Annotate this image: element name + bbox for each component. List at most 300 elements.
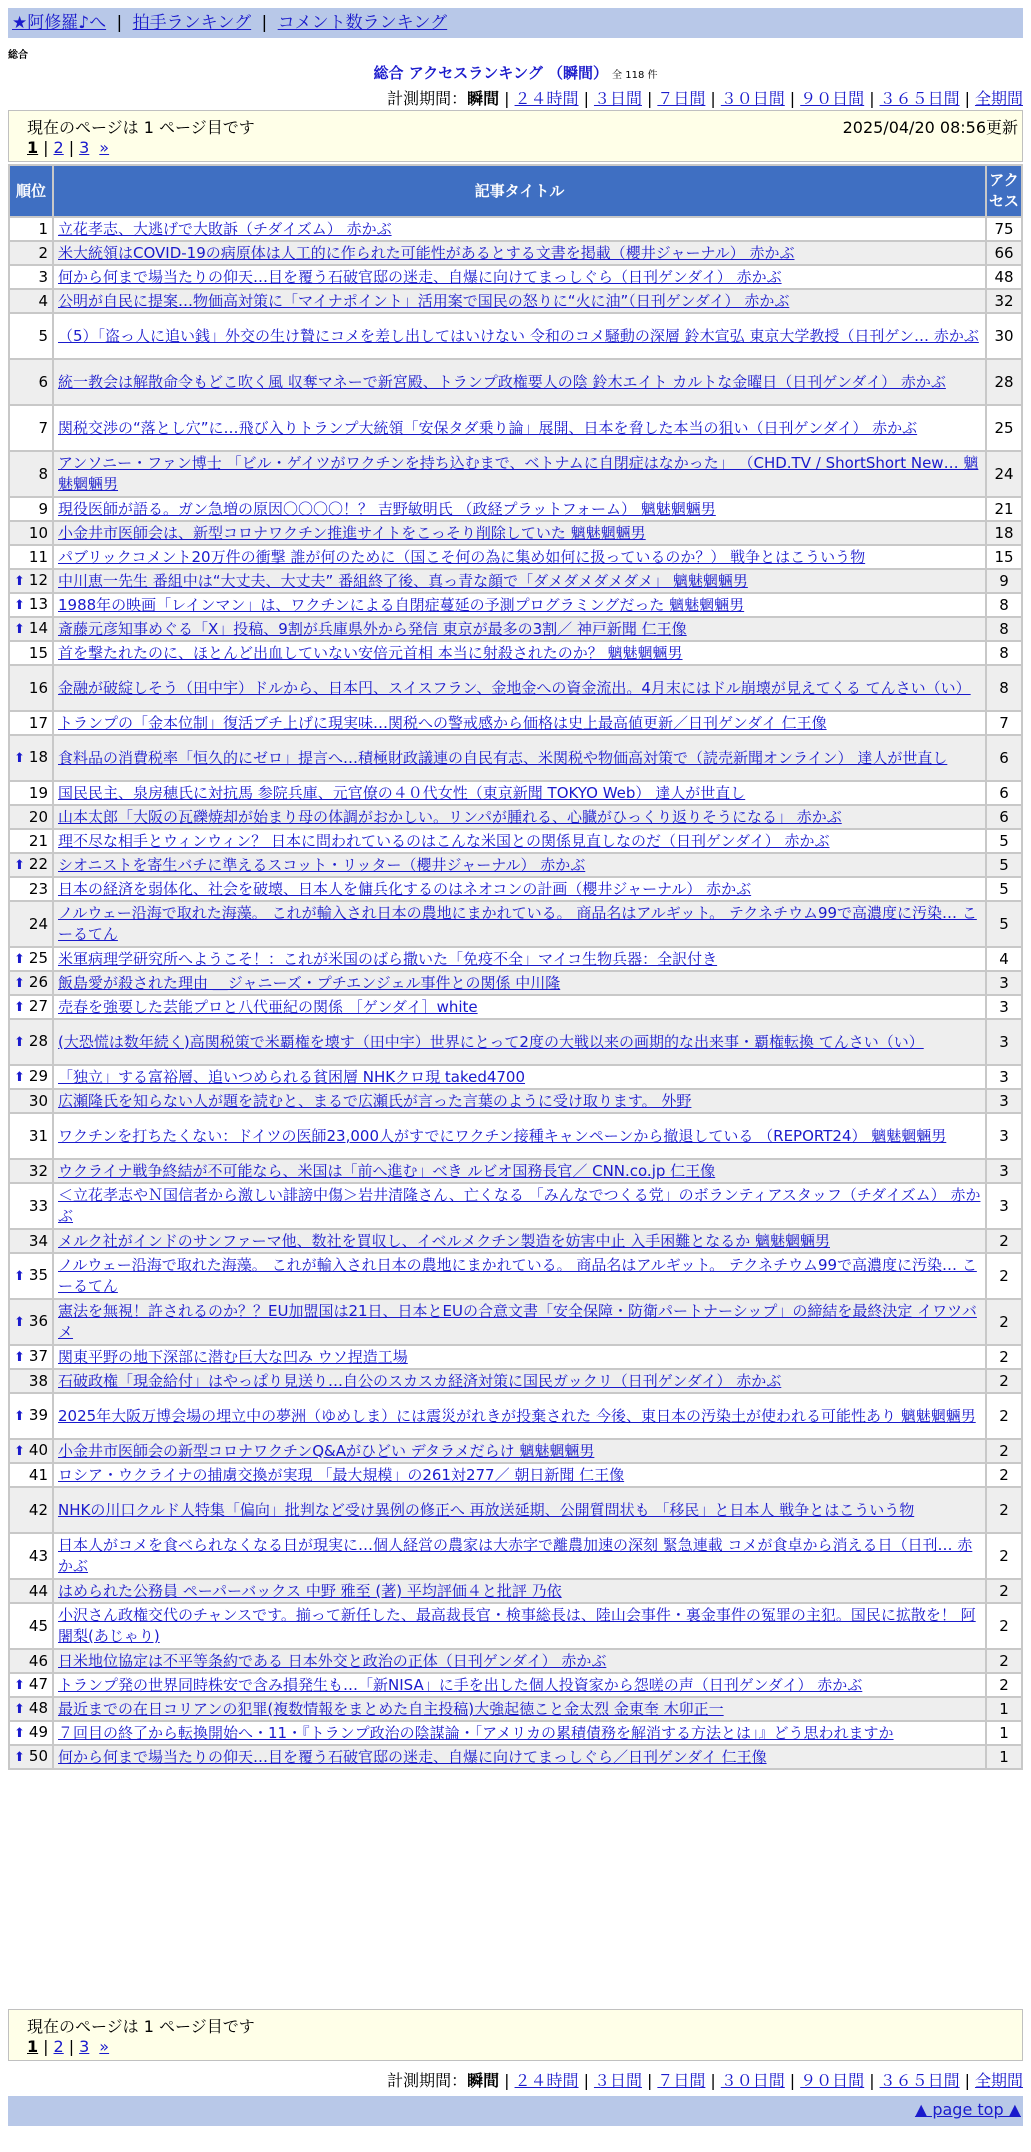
access-count: 2: [987, 1230, 1021, 1252]
period-current: 瞬間: [467, 2071, 500, 2090]
access-count: 1: [987, 1746, 1021, 1768]
article-title-link[interactable]: ７回目の終了から転換開始へ・11・『トランプ政治の陰謀論・「アメリカの累積債務を解消する方法とは」』どう思われますか: [58, 1723, 894, 1742]
article-title-link[interactable]: ノルウェー沿海で取れた海藻。 これが輸入され日本の農地にまかれている。 商品名はアルギット。 テクネチウム99で高濃度に汚染… こーるてん: [58, 1256, 977, 1295]
article-title-link[interactable]: トランプ発の世界同時株安で含み損発生も…「新NISA」に手を出した個人投資家から怨嗟の声（日刊ゲンダイ） 赤かぶ: [58, 1675, 863, 1694]
rank-cell: [10, 406, 52, 450]
rank-cell: [10, 902, 52, 946]
page-current: 1: [27, 138, 39, 157]
period-option-link[interactable]: ３日間: [593, 89, 642, 108]
access-count: 32: [987, 290, 1021, 312]
rank-cell: [10, 1020, 52, 1064]
table-row: [10, 1440, 1021, 1462]
article-title-link[interactable]: 首を撃たれたのに、ほとんど出血していない安倍元首相 本当に射殺されたのか？ 魑魅魍魎男: [58, 643, 683, 662]
article-title-link[interactable]: NHKの川口クルド人特集「偏向」批判など受け異例の修正へ 再放送延期、公開質問状も 「移民」と日本人 戦争とはこういう物: [58, 1500, 915, 1519]
rank-number: 36: [28, 1312, 48, 1330]
article-title-link[interactable]: 理不尽な相手とウィンウィン？ 日本に問われているのはこんな米国との関係見直しなのだ（日刊ゲンダイ） 赤かぶ: [58, 831, 830, 850]
article-title-link[interactable]: 何から何まで場当たりの仰天…目を覆う石破官邸の迷走、自爆に向けてまっしぐら（日刊ゲンダイ） 赤かぶ: [58, 267, 782, 286]
rank-number: 35: [28, 1266, 48, 1284]
access-count: 28: [987, 360, 1021, 404]
access-count: 3: [987, 1020, 1021, 1064]
period-selector-top: [387, 86, 1023, 109]
access-count: 18: [987, 522, 1021, 544]
title-cell: [54, 830, 985, 852]
article-title-link[interactable]: 立花孝志、大逃げで大敗訴（チダイズム） 赤かぶ: [58, 219, 392, 238]
access-count: 5: [987, 902, 1021, 946]
title-cell: [54, 1674, 985, 1696]
page-separator: |: [68, 2037, 75, 2056]
ranking-title: 総合 アクセスランキング （瞬間）: [373, 64, 609, 82]
comment-ranking-link[interactable]: コメント数ランキング: [277, 13, 448, 33]
article-title-link[interactable]: 何から何まで場当たりの仰天…目を覆う石破官邸の迷走、自爆に向けてまっしぐら／日刊ゲンダイ 仁王像: [58, 1747, 767, 1766]
table-row: [10, 782, 1021, 804]
access-count: 3: [987, 972, 1021, 994]
title-cell: [54, 712, 985, 734]
table-row: [10, 1184, 1021, 1228]
title-cell: [54, 1464, 985, 1486]
period-separator: |: [583, 2071, 589, 2090]
rank-cell: [10, 618, 52, 640]
access-count: 2: [987, 1674, 1021, 1696]
rank-cell: [10, 218, 52, 240]
access-count: 5: [987, 830, 1021, 852]
rank-number: 15: [28, 643, 48, 662]
rank-number: 23: [28, 879, 48, 898]
title-cell: [54, 1580, 985, 1602]
rank-cell: [10, 1698, 52, 1720]
article-title-link[interactable]: 2025年大阪万博会場の埋立中の夢洲（ゆめしま）には震災がれきが投棄された 今後、東日本の汚染土が使われる可能性あり 魑魅魍魎男: [58, 1406, 976, 1425]
period-separator: |: [710, 89, 716, 108]
rank-cell: [10, 878, 52, 900]
article-title-link[interactable]: 小金井市医師会の新型コロナワクチンQ&Aがひどい デタラメだらけ 魑魅魍魎男: [58, 1441, 595, 1460]
rank-cell: [10, 1440, 52, 1462]
period-option-link[interactable]: ３０日間: [720, 89, 785, 108]
rank-cell: [10, 948, 52, 970]
access-count: 2: [987, 1650, 1021, 1672]
title-cell: [54, 1090, 985, 1112]
title-cell: [54, 452, 985, 496]
rank-cell: [10, 806, 52, 828]
article-title-link[interactable]: 売春を強要した芸能プロと八代亜紀の関係 ［ゲンダイ］white: [58, 997, 478, 1016]
article-title-link[interactable]: 日本人がコメを食べられなくなる日が現実に…個人経営の農家は大赤字で離農加速の深刻 緊急連載 コメが食卓から消える日（日刊… 赤かぶ: [58, 1536, 973, 1575]
access-count: 2: [987, 1300, 1021, 1344]
updated-time: 2025/04/20 08:56更新: [842, 118, 1018, 137]
rank-number: 4: [38, 291, 48, 310]
rank-up-arrow-icon: ⬆: [14, 1035, 25, 1050]
table-row: [10, 1604, 1021, 1648]
article-title-link[interactable]: ノルウェー沿海で取れた海藻。 これが輸入され日本の農地にまかれている。 商品名はアルギット。 テクネチウム99で高濃度に汚染… こーるてん: [58, 904, 977, 943]
period-separator: |: [646, 89, 653, 108]
table-row: [10, 712, 1021, 734]
table-row: [10, 1254, 1021, 1298]
article-title-link[interactable]: メルク社がインドのサンファーマ他、数社を買収し、イベルメクチン製造を妨害中止 入手困難となるか 魑魅魍魎男: [58, 1231, 830, 1250]
access-count: 2: [987, 1580, 1021, 1602]
period-option-link[interactable]: ２４時間: [514, 2071, 579, 2090]
title-cell: [54, 218, 985, 240]
page-links: [27, 138, 109, 157]
rank-cell: [10, 570, 52, 592]
rank-up-arrow-icon: ⬆: [14, 1070, 25, 1085]
rank-cell: [10, 360, 52, 404]
article-title-link[interactable]: 石破政権「現金給付」はやっぱり見送り…自公のスカスカ経済対策に国民ガックリ（日刊ゲンダイ） 赤かぶ: [58, 1371, 782, 1390]
rank-cell: [10, 498, 52, 520]
rank-number: 9: [38, 499, 48, 518]
page-link[interactable]: 3: [79, 2037, 90, 2056]
rank-number: 19: [28, 783, 48, 802]
next-page-link[interactable]: »: [99, 2037, 110, 2056]
page-current: 1: [27, 2037, 39, 2056]
title-cell: [54, 1114, 985, 1158]
article-title-link[interactable]: 国民民主、泉房穂氏に対抗馬 参院兵庫、元官僚の４０代女性（東京新聞 TOKYO Web） 達人が世直し: [58, 783, 746, 802]
rank-up-arrow-icon: ⬆: [14, 952, 25, 967]
article-title-link[interactable]: ＜立花孝志やＮ国信者から激しい誹謗中傷＞岩井清隆さん、亡くなる 「みんなでつくる党」のボランティアスタッフ（チダイズム） 赤かぶ: [58, 1186, 981, 1225]
rank-cell: [10, 782, 52, 804]
article-title-link[interactable]: （5）「盗っ人に追い銭」外交の生け贄にコメを差し出してはいけない 令和のコメ騒動の深層 鈴木宣弘 東京大学教授（日刊ゲン… 赤かぶ: [58, 326, 979, 345]
article-title-link[interactable]: ロシア・ウクライナの捕虜交換が実現 「最大規模」の261対277／ 朝日新聞 仁王像: [58, 1465, 625, 1484]
rank-number: 32: [28, 1161, 48, 1180]
ranking-title-line: [0, 62, 1031, 83]
rank-number: 37: [28, 1347, 48, 1365]
rank-number: 41: [28, 1465, 48, 1484]
rank-up-arrow-icon: ⬆: [14, 622, 25, 637]
article-title-link[interactable]: アンソニー・ファン博士 「ビル・ゲイツがワクチンを持ち込むまで、ベトナムに自閉症はなかった」 （CHD.TV / ShortShort New… 魑魅魍魎男: [58, 454, 979, 493]
access-count: 8: [987, 666, 1021, 710]
access-count: 6: [987, 736, 1021, 780]
rank-number: 30: [28, 1091, 48, 1110]
article-title-link[interactable]: 公明が自民に提案…物価高対策に「マイナポイント」活用案で国民の怒りに“火に油”（日刊ゲンダイ） 赤かぶ: [58, 291, 790, 310]
article-title-link[interactable]: 飯島愛が殺された理由 ＿ジャニーズ・プチエンジェル事件との関係 中川隆: [58, 973, 561, 992]
article-title-link[interactable]: 「独立」する富裕層、追いつめられる貧困層 NHKクロ現 taked4700: [58, 1067, 526, 1086]
rank-number: 6: [38, 372, 48, 391]
article-title-link[interactable]: 日本の経済を弱体化、社会を破壊、日本人を傭兵化するのはネオコンの計画（櫻井ジャーナル） 赤かぶ: [58, 879, 752, 898]
period-separator: |: [789, 89, 796, 108]
rank-number: 11: [28, 547, 48, 566]
table-row: [10, 266, 1021, 288]
page-link[interactable]: 2: [53, 2037, 64, 2056]
rank-number: 34: [28, 1231, 48, 1250]
rank-cell: [10, 1114, 52, 1158]
table-row: [10, 878, 1021, 900]
rank-cell: [10, 1254, 52, 1298]
rank-cell: [10, 1722, 52, 1744]
table-row: [10, 406, 1021, 450]
total-count: 全 118 件: [612, 70, 658, 81]
article-title-link[interactable]: 憲法を無視！許されるのか？？EU加盟国は21日、日本とEUの合意文書「安全保障・防衛パートナーシップ」の締結を最終決定 イワツバメ: [58, 1302, 977, 1341]
rank-up-arrow-icon: ⬆: [14, 1444, 25, 1459]
article-title-link[interactable]: 米大統領はCOVID-19の病原体は人工的に作られた可能性があるとする文書を掲載（櫻井ジャーナル） 赤かぶ: [58, 243, 795, 262]
title-cell: [54, 570, 985, 592]
table-row: [10, 806, 1021, 828]
period-option-link[interactable]: ７日間: [657, 89, 706, 108]
rank-cell: [10, 522, 52, 544]
title-cell: [54, 736, 985, 780]
rank-cell: [10, 972, 52, 994]
article-title-link[interactable]: パブリックコメント20万件の衝撃 誰が何のために（国こそ何の為に集め如何に扱っているのか？） 戦争とはこういう物: [58, 547, 866, 566]
table-row: [10, 1746, 1021, 1768]
table-row: [10, 1722, 1021, 1744]
title-cell: [54, 666, 985, 710]
rank-number: 3: [38, 267, 48, 286]
access-count: 8: [987, 594, 1021, 616]
article-title-link[interactable]: 統一教会は解散命令もどこ吹く風 収奪マネーで新宮殿、トランプ政権要人の陰 鈴木エイト カルトな金曜日（日刊ゲンダイ） 赤かぶ: [58, 372, 946, 391]
rank-up-arrow-icon: ⬆: [14, 858, 25, 873]
rank-cell: [10, 1604, 52, 1648]
period-option-link[interactable]: ７日間: [657, 2071, 706, 2090]
rank-number: 39: [28, 1406, 48, 1424]
table-row: [10, 618, 1021, 640]
table-row: [10, 1580, 1021, 1602]
rank-cell: [10, 1184, 52, 1228]
rank-cell: [10, 666, 52, 710]
rank-cell: [10, 1580, 52, 1602]
period-separator: |: [964, 89, 970, 108]
rank-number: 47: [28, 1675, 48, 1693]
table-row: [10, 452, 1021, 496]
access-count: 5: [987, 878, 1021, 900]
period-option-link[interactable]: 全期間: [974, 2071, 1023, 2090]
access-count: 48: [987, 266, 1021, 288]
table-row: [10, 242, 1021, 264]
rank-number: 5: [38, 326, 48, 345]
header-rank: 順位: [10, 166, 52, 216]
title-cell: [54, 1300, 985, 1344]
rank-up-arrow-icon: ⬆: [14, 751, 25, 766]
period-option-link[interactable]: ３０日間: [720, 2071, 785, 2090]
rank-number: 28: [28, 1032, 48, 1050]
access-count: 3: [987, 1184, 1021, 1228]
rank-cell: [10, 266, 52, 288]
article-title-link[interactable]: 金融が破綻しそう（田中宇）ドルから、日本円、スイスフラン、金地金への資金流出。4月末にはドル崩壊が見えてくる てんさい（い）: [58, 678, 971, 697]
period-separator: |: [789, 2071, 796, 2090]
next-page-link[interactable]: »: [99, 138, 110, 157]
rank-up-arrow-icon: ⬆: [14, 1726, 25, 1741]
title-cell: [54, 948, 985, 970]
article-title-link[interactable]: 中川恵一先生 番組中は“大丈夫、大丈夫” 番組終了後、真っ青な顔で「ダメダメダメダメ」 魑魅魍魎男: [58, 571, 748, 590]
rank-number: 7: [38, 418, 48, 437]
page-separator: |: [68, 138, 75, 157]
table-row: [10, 830, 1021, 852]
article-title-link[interactable]: 食料品の消費税率「恒久的にゼロ」提言へ…積極財政議連の自民有志、米関税や物価高対策で（読売新聞オンライン） 達人が世直し: [58, 748, 948, 767]
table-row: [10, 1346, 1021, 1368]
table-row: [10, 1114, 1021, 1158]
table-row: [10, 522, 1021, 544]
rank-cell: [10, 1230, 52, 1252]
title-cell: [54, 314, 985, 358]
title-cell: [54, 522, 985, 544]
ranking-table: [8, 164, 1023, 1770]
access-count: 30: [987, 314, 1021, 358]
access-count: 3: [987, 996, 1021, 1018]
article-title-link[interactable]: 現役医師が語る。ガン急増の原因〇〇〇〇！？ 吉野敏明氏 （政経プラットフォーム） 魑魅魍魎男: [58, 499, 716, 518]
period-option-link[interactable]: ９０日間: [800, 89, 865, 108]
article-title-link[interactable]: 米軍病理学研究所へようこそ！：これが米国のばら撒いた「免疫不全」マイコ生物兵器：全訳付き: [58, 949, 718, 968]
table-row: [10, 1534, 1021, 1578]
title-cell: [54, 546, 985, 568]
period-option-link[interactable]: ９０日間: [800, 2071, 865, 2090]
rank-cell: [10, 1300, 52, 1344]
table-row: [10, 1066, 1021, 1088]
access-count: 15: [987, 546, 1021, 568]
period-separator: |: [710, 2071, 716, 2090]
period-option-link[interactable]: 全期間: [974, 89, 1023, 108]
title-cell: [54, 618, 985, 640]
article-title-link[interactable]: 1988年の映画「レインマン」は、ワクチンによる自閉症蔓延の予測プログラミングだった 魑魅魍魎男: [58, 595, 745, 614]
table-row: [10, 1090, 1021, 1112]
table-row: [10, 1488, 1021, 1532]
rank-up-arrow-icon: ⬆: [14, 1315, 25, 1330]
article-title-link[interactable]: 関税交渉の“落とし穴”に…飛び入りトランプ大統領「安保タダ乗り論」展開、日本を脅した本当の狙い（日刊ゲンダイ） 赤かぶ: [58, 418, 918, 437]
table-row: [10, 1230, 1021, 1252]
title-cell: [54, 498, 985, 520]
period-separator: |: [583, 89, 589, 108]
rank-cell: [10, 1066, 52, 1088]
rank-cell: [10, 1370, 52, 1392]
article-title-link[interactable]: 山本太郎「大阪の瓦礫焼却が始まり母の体調がおかしい。リンパが腫れる、心臓がひっくり返りそうになる」 赤かぶ: [58, 807, 842, 826]
access-count: 3: [987, 1114, 1021, 1158]
rank-cell: [10, 1160, 52, 1182]
article-title-link[interactable]: 最近までの在日コリアンの犯罪(複数情報をまとめた自主投稿)大強起徳こと金太烈 金東奎 木卯正一: [58, 1699, 724, 1718]
article-title-link[interactable]: 関東平野の地下深部に潜む巨大な凹み ウソ捏造工場: [58, 1347, 408, 1366]
rank-cell: [10, 1090, 52, 1112]
rank-up-arrow-icon: ⬆: [14, 976, 25, 991]
access-count: 3: [987, 1160, 1021, 1182]
rank-cell: [10, 290, 52, 312]
rank-number: 22: [28, 855, 48, 873]
title-cell: [54, 594, 985, 616]
pager-top: [8, 110, 1023, 162]
title-cell: [54, 1066, 985, 1088]
home-link[interactable]: ★阿修羅♪へ: [12, 13, 107, 33]
rank-number: 46: [28, 1651, 48, 1670]
access-count: 4: [987, 948, 1021, 970]
rank-number: 50: [28, 1747, 48, 1765]
table-row: [10, 948, 1021, 970]
access-count: 21: [987, 498, 1021, 520]
period-separator: |: [964, 2071, 970, 2090]
article-title-link[interactable]: ウクライナ戦争終結が不可能なら、米国は「前へ進む」べき ルビオ国務長官／ CNN.co.jp 仁王像: [58, 1161, 716, 1180]
rank-up-arrow-icon: ⬆: [14, 1702, 25, 1717]
table-header-row: [10, 166, 1021, 216]
title-cell: [54, 782, 985, 804]
period-label: 計測期間：: [387, 2071, 468, 2090]
article-title-link[interactable]: 広瀬隆氏を知らない人が題を読むと、まるで広瀬氏が言った言葉のように受け取ります。 外野: [58, 1091, 692, 1110]
article-title-link[interactable]: 小金井市医師会は、新型コロナワクチン推進サイトをこっそり削除していた 魑魅魍魎男: [58, 523, 646, 542]
rank-up-arrow-icon: ⬆: [14, 1750, 25, 1765]
table-row: [10, 972, 1021, 994]
access-count: 2: [987, 1464, 1021, 1486]
title-cell: [54, 242, 985, 264]
access-count: 8: [987, 642, 1021, 664]
period-selector-bottom: [387, 2068, 1023, 2091]
rank-cell: [10, 1488, 52, 1532]
rank-number: 10: [28, 523, 48, 542]
rank-number: 43: [28, 1546, 48, 1565]
title-cell: [54, 1440, 985, 1462]
rank-cell: [10, 242, 52, 264]
rank-number: 27: [28, 997, 48, 1015]
title-cell: [54, 1394, 985, 1438]
title-cell: [54, 1746, 985, 1768]
rank-cell: [10, 996, 52, 1018]
period-option-link[interactable]: ３日間: [593, 2071, 642, 2090]
rank-cell: [10, 854, 52, 876]
table-row: [10, 594, 1021, 616]
title-cell: [54, 878, 985, 900]
period-separator: |: [869, 89, 875, 108]
table-row: [10, 546, 1021, 568]
article-title-link[interactable]: はめられた公務員 ペーパーバックス 中野 雅至 (著) 平均評価４と批評 乃依: [58, 1581, 562, 1600]
rank-cell: [10, 594, 52, 616]
rank-number: 17: [28, 713, 48, 732]
period-separator: |: [504, 89, 510, 108]
article-title-link[interactable]: ワクチンを打ちたくない：ドイツの医師23,000人がすでにワクチン接種キャンペーンから撤退している （REPORT24） 魑魅魍魎男: [58, 1126, 947, 1145]
rank-cell: [10, 1746, 52, 1768]
title-cell: [54, 902, 985, 946]
rank-cell: [10, 1534, 52, 1578]
pager-bottom: [8, 2009, 1023, 2061]
title-cell: [54, 972, 985, 994]
rank-number: 16: [28, 678, 48, 697]
access-count: 1: [987, 1698, 1021, 1720]
rank-number: 12: [28, 571, 48, 589]
period-option-link[interactable]: ３６５日間: [879, 2071, 960, 2090]
article-title-link[interactable]: シオニストを寄生バチに準えるスコット・リッター（櫻井ジャーナル） 赤かぶ: [58, 855, 586, 874]
title-cell: [54, 266, 985, 288]
rank-number: 31: [28, 1126, 48, 1145]
article-title-link[interactable]: (大恐慌は数年続く)高関税策で米覇権を壊す（田中宇）世界にとって2度の大戦以来の画期的な出来事・覇権転換 てんさい（い）: [58, 1032, 924, 1051]
article-title-link[interactable]: トランプの「金本位制」復活ブチ上げに現実味…関税への警戒感から価格は史上最高値更新／日刊ゲンダイ 仁王像: [58, 713, 827, 732]
article-title-link[interactable]: 小沢さん政権交代のチャンスです。揃って新任した、最高裁長官・検事総長は、陸山会事件・裏金事件の冤罪の主犯。国民に拡散を！ 阿闍梨(あじゃり): [58, 1606, 976, 1645]
period-option-link[interactable]: ３６５日間: [879, 89, 960, 108]
rank-number: 48: [28, 1699, 48, 1717]
title-cell: [54, 406, 985, 450]
access-count: 2: [987, 1440, 1021, 1462]
rank-up-arrow-icon: ⬆: [14, 1409, 25, 1424]
rank-up-arrow-icon: ⬆: [14, 1000, 25, 1015]
rank-number: 42: [28, 1500, 48, 1519]
rank-number: 40: [28, 1441, 48, 1459]
rank-up-arrow-icon: ⬆: [14, 598, 25, 613]
rank-cell: [10, 736, 52, 780]
rank-cell: [10, 1346, 52, 1368]
title-cell: [54, 1254, 985, 1298]
table-row: [10, 570, 1021, 592]
table-row: [10, 902, 1021, 946]
period-separator: |: [504, 2071, 510, 2090]
title-cell: [54, 1534, 985, 1578]
title-cell: [54, 806, 985, 828]
title-cell: [54, 290, 985, 312]
access-count: 1: [987, 1722, 1021, 1744]
period-option-link[interactable]: ２４時間: [514, 89, 579, 108]
page-link[interactable]: 2: [53, 138, 64, 157]
rank-number: 24: [28, 914, 48, 933]
page-links: [27, 2037, 109, 2056]
title-cell: [54, 1370, 985, 1392]
rank-cell: [10, 1650, 52, 1672]
rank-up-arrow-icon: ⬆: [14, 1678, 25, 1693]
access-count: 6: [987, 782, 1021, 804]
access-count: 6: [987, 806, 1021, 828]
access-count: 66: [987, 242, 1021, 264]
article-title-link[interactable]: 斎藤元彦知事めぐる「X」投稿、9割が兵庫県外から発信 東京が最多の3割／ 神戸新聞 仁王像: [58, 619, 687, 638]
page-top-link[interactable]: ▲ page top ▲: [914, 2100, 1021, 2119]
article-title-link[interactable]: 日米地位協定は不平等条約である 日本外交と政治の正体（日刊ゲンダイ） 赤かぶ: [58, 1651, 607, 1670]
clap-ranking-link[interactable]: 拍手ランキング: [132, 13, 252, 33]
page-separator: |: [43, 2037, 49, 2056]
title-cell: [54, 1698, 985, 1720]
table-row: [10, 736, 1021, 780]
page-link[interactable]: 3: [79, 138, 90, 157]
